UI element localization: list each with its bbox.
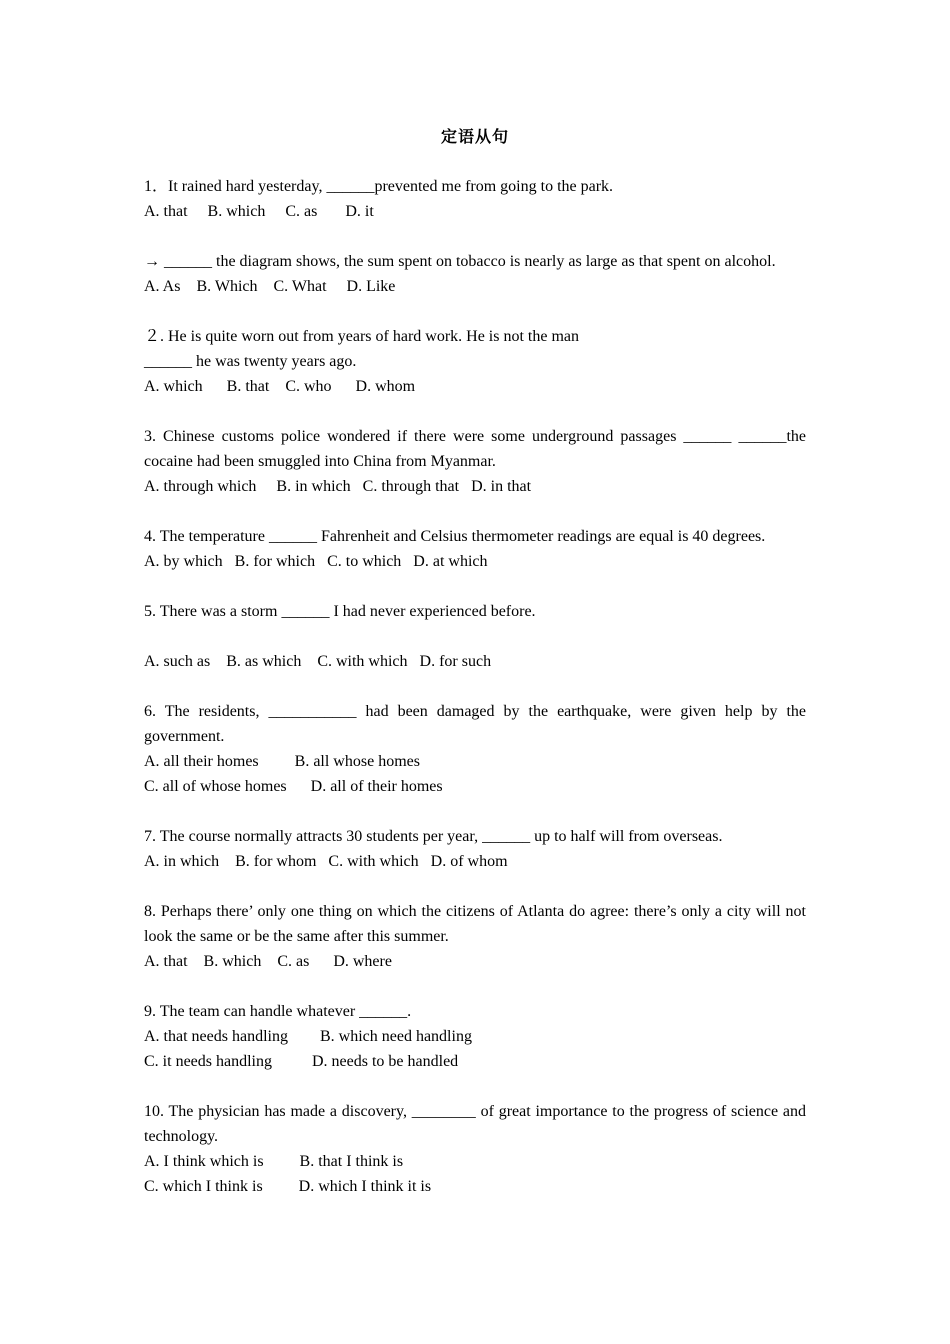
question-stem: 9. The team can handle whatever ______. (144, 1003, 412, 1020)
question-block (144, 174, 806, 224)
spacer (144, 224, 806, 249)
spacer (144, 499, 806, 524)
answer-options: A. that B. which C. as D. where (144, 953, 392, 970)
answer-options: A. that B. which C. as D. it (144, 203, 374, 220)
question-block (144, 999, 806, 1074)
spacer (144, 874, 806, 899)
question-block (144, 1099, 806, 1199)
answer-options: A. in which B. for whom C. with which D. of whom (144, 853, 508, 870)
question-block (144, 249, 806, 299)
question-block (144, 424, 806, 499)
answer-options: A. such as B. as which C. with which D. for such (144, 653, 492, 670)
question-block (144, 524, 806, 574)
answer-options: A. all their homes B. all whose homes (144, 753, 420, 770)
question-block (144, 824, 806, 874)
spacer (144, 299, 806, 324)
spacer (144, 574, 806, 599)
answer-options: C. all of whose homes D. all of their homes (144, 778, 443, 795)
document-page (144, 124, 806, 1199)
question-stem: 7. The course normally attracts 30 students per year, ______ up to half will from overseas. (144, 828, 723, 845)
question-stem-continued: ______ he was twenty years ago. (144, 353, 357, 370)
question-stem: 3. Chinese customs police wondered if there were some underground passages ______ ______the cocaine had been smuggled into China from Myanmar. (144, 428, 806, 470)
spacer (144, 399, 806, 424)
spacer (144, 974, 806, 999)
spacer (144, 624, 806, 649)
question-stem: 8. Perhaps there’ only one thing on which the citizens of Atlanta do agree: there’s only a city will not look the same or be the same after this summer. (144, 903, 806, 945)
answer-options: A. that needs handling B. which need handling (144, 1028, 472, 1045)
question-stem: 10. The physician has made a discovery, ________ of great importance to the progress of science and technology. (144, 1103, 806, 1145)
answer-options: A. which B. that C. who D. whom (144, 378, 416, 395)
question-block (144, 324, 806, 399)
question-stem: 4. The temperature ______ Fahrenheit and Celsius thermometer readings are equal is 40 degrees. (144, 528, 766, 545)
question-stem: 1．It rained hard yesterday, ______prevented me from going to the park. (144, 178, 614, 195)
question-block (144, 899, 806, 974)
question-stem: 5. There was a storm ______ I had never experienced before. (144, 603, 536, 620)
question-stem: 6. The residents, ___________ had been damaged by the earthquake, were given help by the government. (144, 703, 806, 745)
answer-options: C. it needs handling D. needs to be handled (144, 1053, 459, 1070)
question-stem: → ______ the diagram shows, the sum spent on tobacco is nearly as large as that spent on alcohol. (144, 253, 776, 270)
page-title: 定语从句 (440, 127, 509, 146)
spacer (144, 799, 806, 824)
answer-options: C. which I think is D. which I think it is (144, 1178, 432, 1195)
answer-options: A. I think which is B. that I think is (144, 1153, 404, 1170)
answer-options: A. As B. Which C. What D. Like (144, 278, 396, 295)
question-block (144, 699, 806, 799)
question-block (144, 599, 806, 674)
spacer (144, 1074, 806, 1099)
answer-options: A. by which B. for which C. to which D. at which (144, 553, 488, 570)
spacer (144, 674, 806, 699)
answer-options: A. through which B. in which C. through that D. in that (144, 478, 532, 495)
question-stem: ２. He is quite worn out from years of hard work. He is not the man (144, 328, 584, 345)
